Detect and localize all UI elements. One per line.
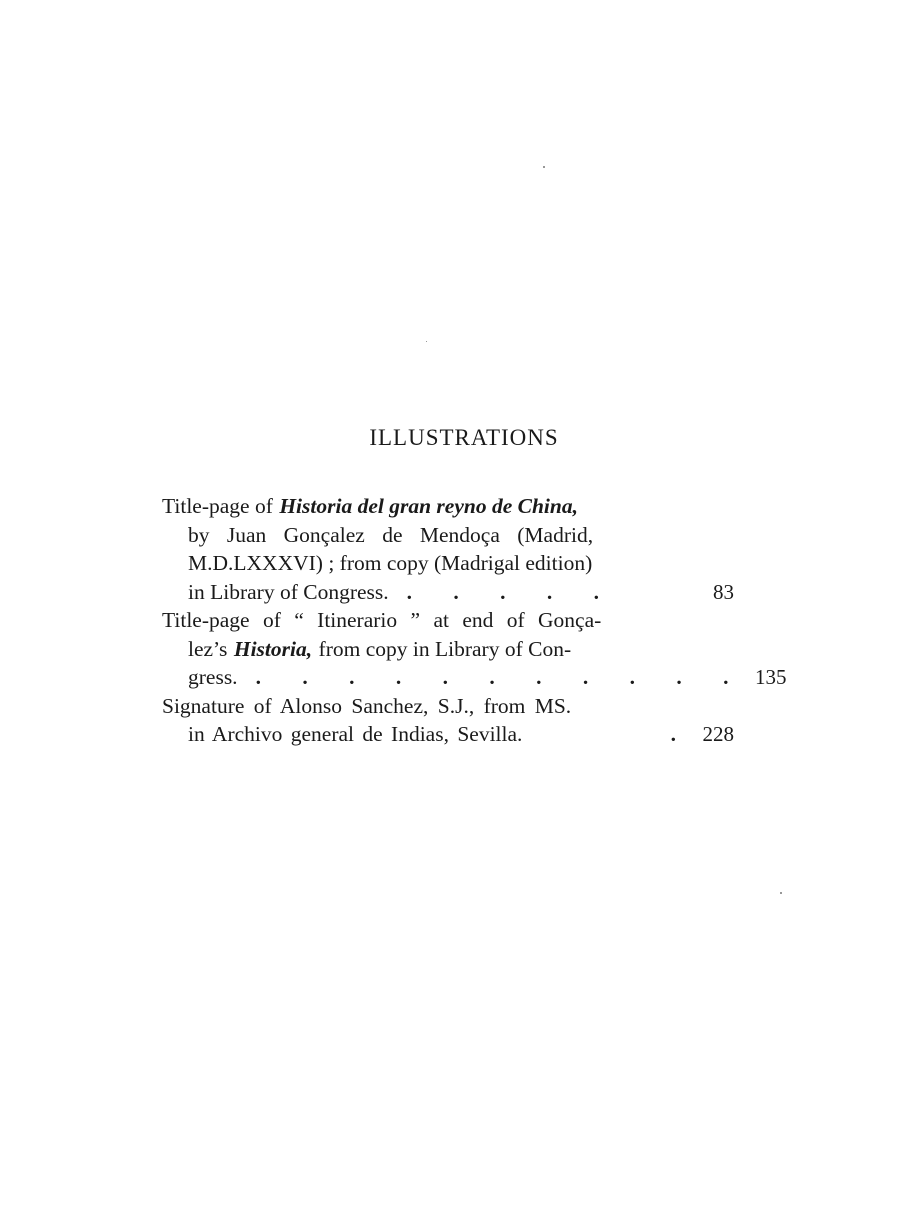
page-number: 228: [702, 722, 734, 746]
entry-text: Title-page of: [162, 494, 273, 518]
entry-text: Signature of Alonso Sanchez, S.J., from MS.: [162, 693, 572, 718]
list-item: [162, 494, 734, 608]
entry-text: gress.: [188, 665, 238, 689]
entry-text: in Archivo general de Indias, Sevilla.: [188, 722, 523, 746]
page-speck: [780, 892, 782, 894]
page-speck: [543, 166, 545, 168]
entry-text: in Library of Congress.: [188, 579, 389, 604]
page-number: 135: [754, 665, 787, 689]
entry-text: M.D.LXXXVI) ; from copy (Madrigal edition): [188, 551, 593, 575]
dot-leaders: .: [670, 722, 694, 746]
entry-title-italic: Historia del gran reyno de China,: [279, 494, 578, 518]
dot-leaders: . . . . .: [406, 579, 618, 604]
entry-text: by Juan Gonçalez de Mendoça (Madrid,: [188, 522, 594, 547]
list-item: [162, 608, 787, 694]
entry-title-italic: Historia,: [233, 636, 313, 661]
entry-text: lez’s: [188, 636, 228, 661]
page-number: 83: [713, 579, 734, 604]
entry-text: Title-page of “ Itinerario ” at end of Gonça-: [162, 608, 602, 632]
illustrations-list: [162, 494, 787, 751]
page-title: ILLUSTRATIONS: [369, 425, 559, 450]
page-speck: [426, 341, 427, 342]
list-item: [162, 694, 734, 751]
dot-leaders: . . . . . . . . . . .: [255, 665, 747, 689]
entry-text: from copy in Library of Con-: [318, 636, 572, 661]
